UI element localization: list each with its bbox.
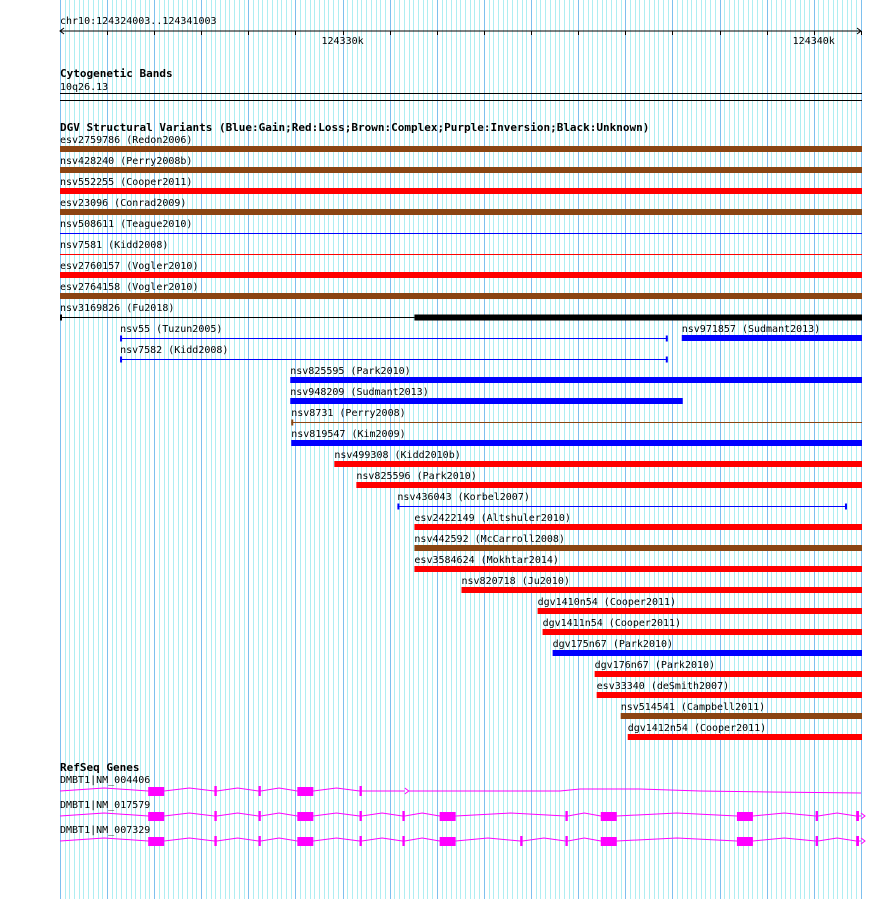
ruler-major-label: 124340k bbox=[792, 36, 835, 47]
sv-feature-bar[interactable] bbox=[461, 587, 862, 593]
sv-feature[interactable] bbox=[356, 471, 862, 488]
sv-feature[interactable] bbox=[290, 387, 683, 404]
sv-feature-bar[interactable] bbox=[553, 650, 862, 656]
gene-transcript[interactable] bbox=[60, 800, 865, 821]
sv-feature-bar[interactable] bbox=[60, 293, 862, 299]
refseq-track-title: RefSeq Genes bbox=[60, 761, 140, 774]
sv-feature-label: nsv971857 (Sudmant2013) bbox=[681, 324, 821, 335]
sv-feature[interactable] bbox=[621, 702, 862, 719]
sv-feature-label: nsv3169826 (Fu2018) bbox=[60, 303, 175, 314]
sv-feature-label: nsv499308 (Kidd2010b) bbox=[334, 450, 461, 461]
cytoband-label: 10q26.13 bbox=[60, 82, 109, 93]
gene-exon bbox=[297, 787, 313, 796]
sv-feature-bar[interactable] bbox=[290, 398, 683, 404]
gene-exon bbox=[816, 811, 818, 821]
sv-feature-label: esv2759786 (Redon2006) bbox=[60, 135, 193, 146]
sv-feature[interactable] bbox=[682, 324, 862, 341]
sv-feature[interactable] bbox=[397, 492, 847, 510]
sv-feature-bar[interactable] bbox=[356, 482, 862, 488]
sv-feature-start-cap bbox=[120, 357, 122, 363]
sv-feature-label: dgv175n67 (Park2010) bbox=[552, 639, 674, 650]
gene-continuation-line bbox=[409, 789, 861, 793]
sv-feature-label: nsv508611 (Teague2010) bbox=[60, 219, 193, 230]
sv-feature-bar[interactable] bbox=[60, 146, 862, 152]
sv-feature-label: nsv825596 (Park2010) bbox=[356, 471, 477, 482]
sv-feature-label: esv2760157 (Vogler2010) bbox=[60, 261, 199, 272]
sv-feature[interactable] bbox=[120, 324, 668, 342]
sv-feature-label: nsv8731 (Perry2008) bbox=[291, 408, 406, 419]
gene-label: DMBT1|NM_017579 bbox=[60, 800, 151, 811]
gene-exon bbox=[601, 812, 617, 821]
sv-feature-bar[interactable] bbox=[543, 629, 862, 635]
sv-feature-label: esv2422149 (Altshuler2010) bbox=[414, 513, 571, 524]
sv-feature-bar[interactable] bbox=[538, 608, 862, 614]
gene-exon bbox=[565, 811, 567, 821]
sv-feature-start-cap bbox=[397, 504, 399, 510]
sv-feature[interactable] bbox=[553, 639, 862, 656]
sv-feature-bar[interactable] bbox=[414, 524, 862, 530]
sv-feature-bar[interactable] bbox=[60, 167, 862, 173]
gene-exon bbox=[856, 836, 859, 846]
gene-exon bbox=[737, 812, 753, 821]
gene-exon bbox=[148, 812, 164, 821]
sv-feature-start-cap bbox=[291, 420, 293, 426]
gene-exon bbox=[856, 811, 859, 821]
sv-feature-label: dgv176n67 (Park2010) bbox=[594, 660, 716, 671]
sv-feature-bar[interactable] bbox=[414, 566, 862, 572]
sv-feature-bar[interactable] bbox=[628, 734, 862, 740]
refseq-genes bbox=[60, 775, 865, 846]
sv-feature-bar[interactable] bbox=[597, 692, 862, 698]
sv-feature-bar[interactable] bbox=[414, 315, 862, 321]
sv-feature-bar[interactable] bbox=[595, 671, 862, 677]
gene-exon bbox=[402, 836, 404, 846]
gene-exon bbox=[214, 836, 216, 846]
sv-feature-label: esv23096 (Conrad2009) bbox=[60, 198, 187, 209]
region-label: chr10:124324003..124341003 bbox=[60, 16, 217, 27]
gene-intron-line bbox=[60, 788, 405, 791]
sv-feature-label: nsv825595 (Park2010) bbox=[290, 366, 411, 377]
gene-label: DMBT1|NM_004406 bbox=[60, 775, 151, 786]
sv-feature[interactable] bbox=[414, 513, 862, 530]
sv-feature-label: nsv514541 (Campbell2011) bbox=[620, 702, 766, 713]
sv-feature[interactable] bbox=[461, 576, 862, 593]
gene-exon bbox=[297, 837, 313, 846]
sv-feature-label: nsv436043 (Korbel2007) bbox=[397, 492, 530, 503]
gene-transcript[interactable] bbox=[60, 825, 865, 846]
gene-exon bbox=[601, 837, 617, 846]
ruler-major-label: 124330k bbox=[321, 36, 364, 47]
sv-feature-label: nsv552255 (Cooper2011) bbox=[60, 177, 193, 188]
gene-exon bbox=[148, 787, 164, 796]
gene-exon bbox=[360, 836, 362, 846]
gene-exon bbox=[440, 837, 456, 846]
sv-feature[interactable] bbox=[538, 597, 862, 614]
gene-exon bbox=[360, 811, 362, 821]
sv-feature-bar[interactable] bbox=[291, 440, 862, 446]
sv-feature-label: nsv948209 (Sudmant2013) bbox=[290, 387, 429, 398]
sv-feature[interactable] bbox=[414, 534, 862, 551]
sv-feature-end-cap bbox=[845, 504, 847, 510]
sv-feature-bar[interactable] bbox=[60, 188, 862, 194]
gene-exon bbox=[148, 837, 164, 846]
sv-feature-label: dgv1411n54 (Cooper2011) bbox=[542, 618, 682, 629]
sv-feature-bar[interactable] bbox=[290, 377, 862, 383]
sv-feature-label: nsv819547 (Kim2009) bbox=[291, 429, 406, 440]
gene-exon bbox=[214, 811, 216, 821]
sv-feature-label: dgv1410n54 (Cooper2011) bbox=[537, 597, 677, 608]
sv-feature-label: nsv7582 (Kidd2008) bbox=[120, 345, 229, 356]
gene-exon bbox=[214, 786, 216, 796]
gene-exon bbox=[258, 786, 260, 796]
strand-arrow-icon bbox=[405, 788, 409, 794]
sv-feature[interactable] bbox=[628, 723, 862, 740]
sv-feature-label: esv33340 (deSmith2007) bbox=[596, 681, 730, 692]
sv-feature-bar[interactable] bbox=[621, 713, 862, 719]
gene-exon bbox=[258, 836, 260, 846]
gene-exon bbox=[565, 836, 567, 846]
gene-exon bbox=[816, 836, 818, 846]
sv-feature-label: nsv55 (Tuzun2005) bbox=[120, 324, 223, 335]
sv-feature-bar[interactable] bbox=[414, 545, 862, 551]
sv-feature[interactable] bbox=[414, 555, 862, 572]
dgv-track-title: DGV Structural Variants (Blue:Gain;Red:Loss;Brown:Complex;Purple:Inversion;Black:Unknown) bbox=[60, 121, 650, 134]
cytoband-track-title: Cytogenetic Bands bbox=[60, 67, 173, 80]
gene-exon bbox=[440, 812, 456, 821]
gene-exon bbox=[258, 811, 260, 821]
sv-feature-label: dgv1412n54 (Cooper2011) bbox=[627, 723, 767, 734]
sv-feature-label: nsv7581 (Kidd2008) bbox=[60, 240, 169, 251]
sv-feature-label: esv3584624 (Mokhtar2014) bbox=[414, 555, 559, 566]
refseq-track bbox=[60, 761, 865, 846]
sv-feature[interactable] bbox=[595, 660, 862, 677]
sv-feature-start-cap bbox=[120, 336, 122, 342]
gene-exon bbox=[360, 786, 362, 796]
sv-feature-start-cap bbox=[60, 315, 62, 321]
gene-exon bbox=[297, 812, 313, 821]
sv-feature-bar[interactable] bbox=[682, 335, 862, 341]
sv-feature-label: esv2764158 (Vogler2010) bbox=[60, 282, 199, 293]
sv-feature[interactable] bbox=[120, 345, 668, 363]
gene-exon bbox=[402, 811, 404, 821]
sv-feature-end-cap bbox=[666, 336, 668, 342]
sv-feature-bar[interactable] bbox=[60, 272, 862, 278]
gene-exon bbox=[520, 836, 522, 846]
sv-feature[interactable] bbox=[334, 450, 862, 467]
gene-label: DMBT1|NM_007329 bbox=[60, 825, 151, 836]
sv-feature-end-cap bbox=[666, 357, 668, 363]
sv-feature-label: nsv428240 (Perry2008b) bbox=[60, 156, 193, 167]
sv-feature-label: nsv442592 (McCarroll2008) bbox=[414, 534, 565, 545]
sv-feature-bar[interactable] bbox=[60, 209, 862, 215]
sv-feature-label: nsv820718 (Ju2010) bbox=[461, 576, 570, 587]
sv-feature-bar[interactable] bbox=[334, 461, 862, 467]
gene-exon bbox=[737, 837, 753, 846]
